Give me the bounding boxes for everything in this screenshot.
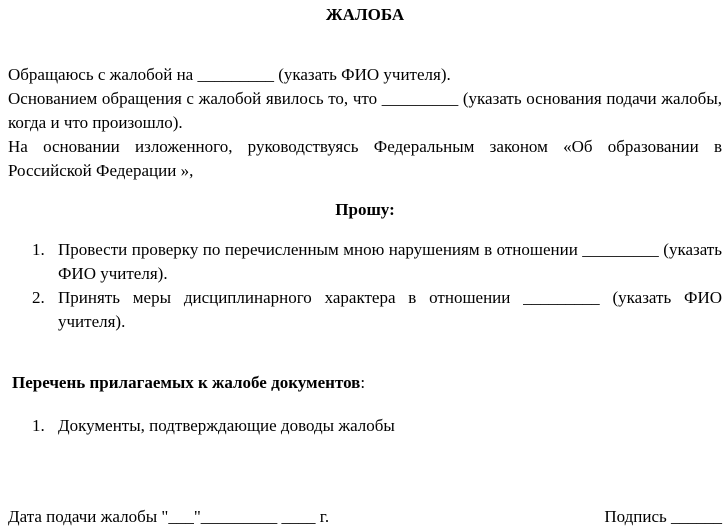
list-item-number: 1. [32,240,45,259]
request-heading: Прошу: [335,200,395,219]
list-item-text: Принять меры дисциплинарного характера в отношении _________ (указать ФИО учителя). [58,288,722,331]
signature-line: Подпись ______ [604,507,722,526]
attachments-heading-colon: : [360,373,366,392]
list-item-number: 2. [32,288,45,307]
list-item [8,286,722,334]
intro-paragraph-grounds: Основанием обращения с жалобой явилось то, что _________ (указать основания подачи жалобы, когда и что произошло). [8,89,722,132]
list-item [8,414,722,438]
attachments-heading [12,372,365,394]
date-line: Дата подачи жалобы "___"_________ ____ г. [8,507,330,526]
intro-paragraph-teacher: Обращаюсь с жалобой на _________ (указать ФИО учителя). [8,65,451,84]
attachments-heading-text: Перечень прилагаемых к жалобе документов [12,373,361,392]
intro-section [8,63,722,183]
list-item-text: Провести проверку по перечисленным мною нарушениям в отношении _________ (указать ФИО учителя). [58,240,722,283]
attachments-list [8,414,722,438]
list-item-number: 1. [32,416,45,435]
intro-paragraph-law: На основании изложенного, руководствуясь Федеральным законом «Об образовании в Российской Федерации », [8,137,722,180]
request-list [8,238,722,334]
list-item-text: Документы, подтверждающие доводы жалобы [58,416,395,435]
document-title: ЖАЛОБА [325,5,405,24]
list-item [8,238,722,286]
